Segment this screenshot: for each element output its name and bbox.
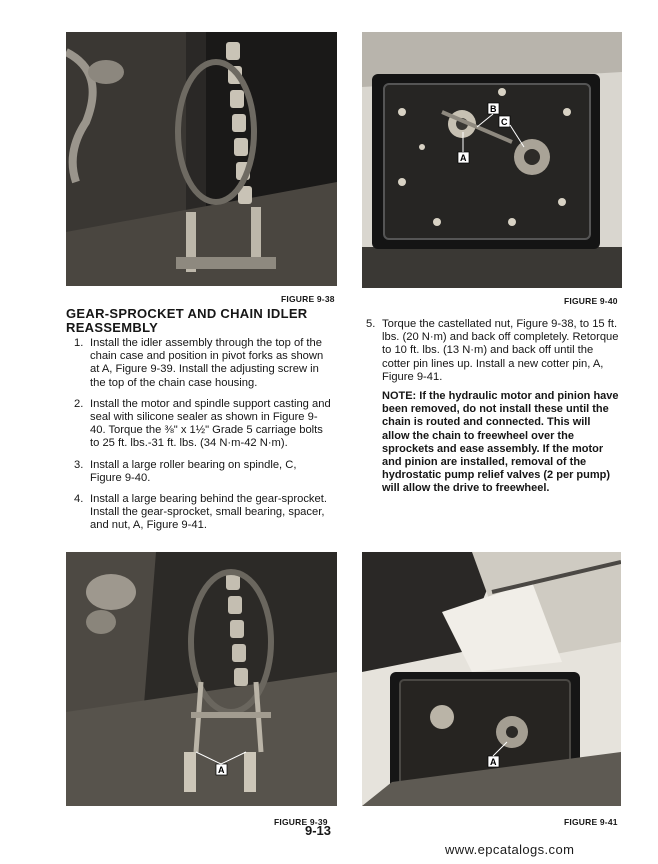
- step-item: [74, 398, 331, 451]
- step-number: 5.: [366, 318, 376, 330]
- step-text: Install the motor and spindle support casting and seal with silicone sealer as shown in Figure 9-40. Torque the ⅜" x 1½" Grade 5 carriage bolts to 25 ft. lbs.-31 ft. lbs. (34 N·m-42 N·m).: [90, 397, 331, 450]
- section-heading: GEAR-SPROCKET AND CHAIN IDLER REASSEMBLY: [66, 306, 308, 335]
- right-step-list: [366, 318, 621, 392]
- figure-9-39-photo: [66, 552, 337, 806]
- callout-c: C: [501, 117, 508, 127]
- step-item: [74, 337, 331, 390]
- callout-a: A: [460, 153, 467, 163]
- step-text: Install the idler assembly through the top of the chain case and position in pivot forks as shown at A, Figure 9-39. Install the adjusting screw in the top of the chain case housing.: [90, 337, 324, 389]
- step-text: Install a large bearing behind the gear-sprocket. Install the gear-sprocket, small bearing, spacer, and nut, A, Figure 9-41.: [90, 493, 327, 532]
- step-number: 4.: [74, 493, 84, 506]
- figure-9-41-photo: [362, 552, 621, 806]
- left-step-list: [74, 337, 331, 541]
- step-item: [74, 493, 331, 533]
- step-item: [366, 318, 621, 384]
- step-number: 1.: [74, 337, 84, 349]
- step-number: 3.: [74, 458, 84, 471]
- callout-a: A: [218, 765, 225, 775]
- callout-b: B: [490, 104, 497, 114]
- page-number: 9-13: [305, 823, 332, 838]
- figure-9-40-caption: FIGURE 9-40: [564, 296, 618, 306]
- figure-9-38-photo: [66, 32, 337, 286]
- watermark-url: www.epcatalogs.com: [445, 842, 575, 857]
- figure-9-40-photo: [362, 32, 622, 288]
- step-number: 2.: [74, 397, 84, 410]
- note-paragraph: NOTE: If the hydraulic motor and pinion have been removed, do not install these until the chain is routed and connected. This will allow the chain to freewheel over the sprockets and ease assembly. If the motor and pinion are installed, removal of the hydrostatic pump relief valves (2 per pump) will allow the drive to freewheel.: [382, 390, 619, 495]
- figure-9-39-caption: FIGURE 9-39: [274, 817, 328, 827]
- figure-9-41-caption: FIGURE 9-41: [564, 817, 618, 827]
- callout-a: A: [490, 757, 497, 767]
- step-text: Torque the castellated nut, Figure 9-38, to 15 ft. lbs. (20 N·m) and back off completely. Retorque to 10 ft. lbs. (13 N·m) and back off until the cotter pin lines up. Install a new cotter pin, A, Figure 9-41.: [382, 318, 619, 383]
- step-item: [74, 459, 331, 485]
- figure-9-38-caption: FIGURE 9-38: [281, 294, 335, 304]
- step-text: Install a large roller bearing on spindle, C, Figure 9-40.: [90, 458, 297, 484]
